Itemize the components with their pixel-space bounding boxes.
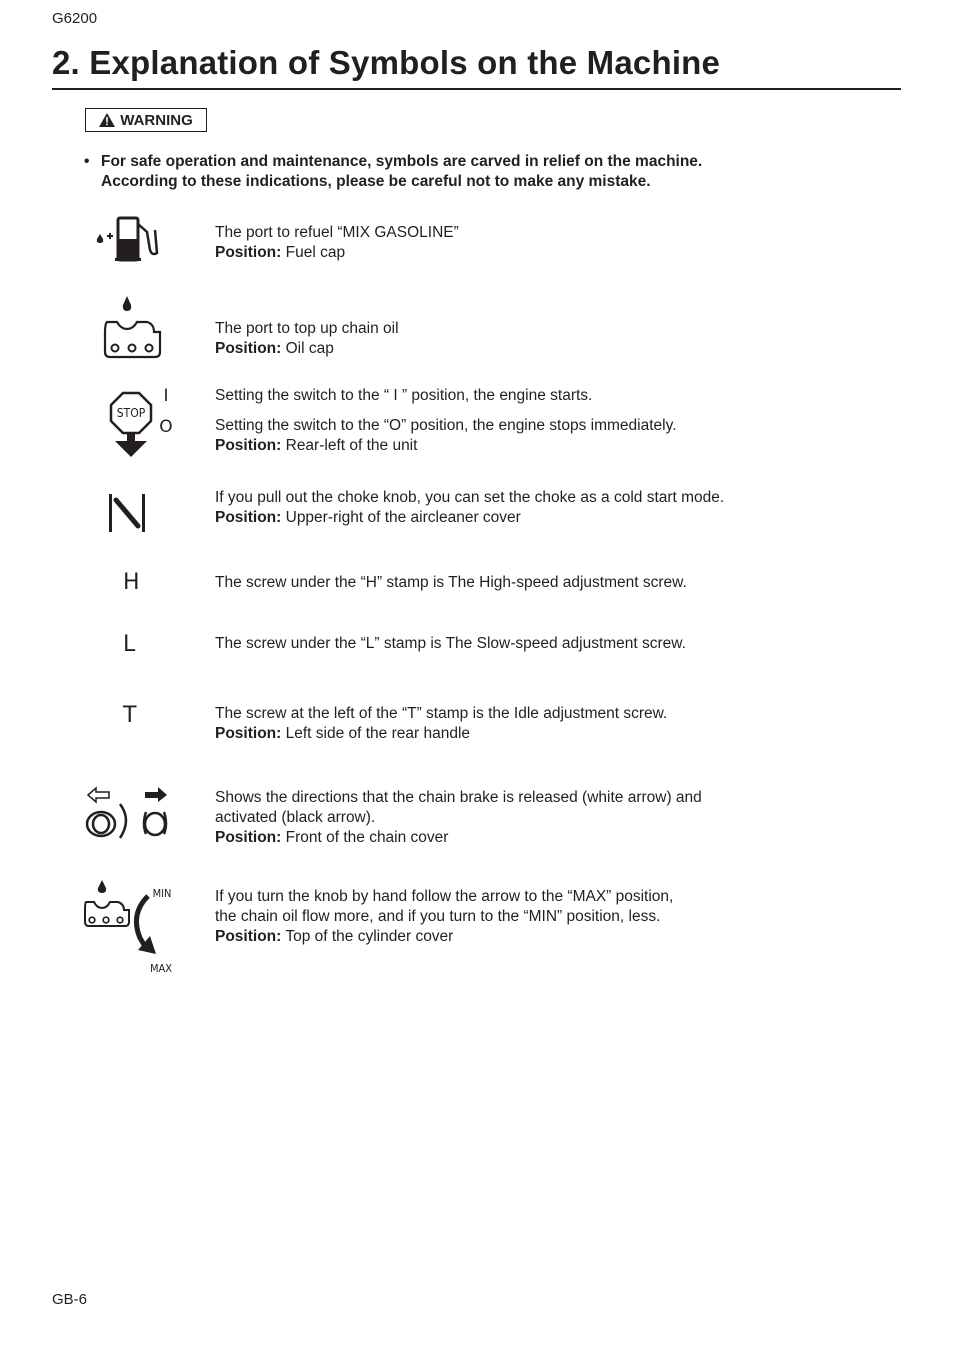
intro-line-1: For safe operation and maintenance, symbols are carved in relief on the machine. [101,153,703,170]
symbol-desc-choke: If you pull out the choke knob, you can set the choke as a cold start mode. Position: Upper-right of the aircleaner cover [215,489,725,526]
bullet: • [84,153,90,170]
page-number: GB-6 [52,1291,88,1308]
max-label: MAX [149,962,173,975]
choke-icon [80,486,180,576]
model-number: G6200 [52,10,98,27]
stop-switch-icon [80,383,180,473]
oil-flow-knob-icon [80,876,180,976]
chain-brake-icon [80,782,180,872]
chain-oil-icon [80,292,180,382]
symbol-desc-h: The screw under the “H” stamp is The High-speed adjustment screw. [215,574,687,591]
title-rule [52,88,901,90]
symbol-desc-fuel: The port to refuel “MIX GASOLINE” Position: Fuel cap [215,224,459,261]
switch-on-label: I [163,386,169,406]
t-stamp-label: T [123,703,137,728]
page-title: 2. Explanation of Symbols on the Machine [52,44,721,81]
warning-label: WARNING [120,111,193,129]
warning-triangle-icon [99,113,115,127]
symbol-desc-stop-switch: Setting the switch to the “ I ” position, the engine starts. Setting the switch to the “O” position, the engine stops immediately. Position: Rear-left of the unit [215,387,677,454]
stop-label: STOP [116,406,146,420]
symbol-desc-oil-flow: If you turn the knob by hand follow the arrow to the “MAX” position, the chain oil flow more, and if you turn to the “MIN” position, less. Position: Top of the cylinder cover [215,888,674,945]
intro-line-2: According to these indications, please be careful not to make any mistake. [101,173,651,190]
switch-off-label: O [159,417,173,437]
l-stamp-label: L [123,632,136,657]
intro-paragraph [84,152,864,192]
symbol-desc-t: The screw at the left of the “T” stamp is the Idle adjustment screw. Position: Left side of the rear handle [215,705,668,742]
symbol-desc-chain-brake: Shows the directions that the chain brake is released (white arrow) and activated (black arrow). Position: Front of the chain cover [215,789,702,846]
symbol-desc-l: The screw under the “L” stamp is The Slow-speed adjustment screw. [215,635,686,652]
fuel-pump-icon [80,212,180,302]
warning-box [85,108,207,132]
h-stamp-label: H [123,570,140,595]
min-label: MIN [152,887,172,900]
symbol-desc-chain-oil: The port to top up chain oil Position: Oil cap [215,320,399,357]
